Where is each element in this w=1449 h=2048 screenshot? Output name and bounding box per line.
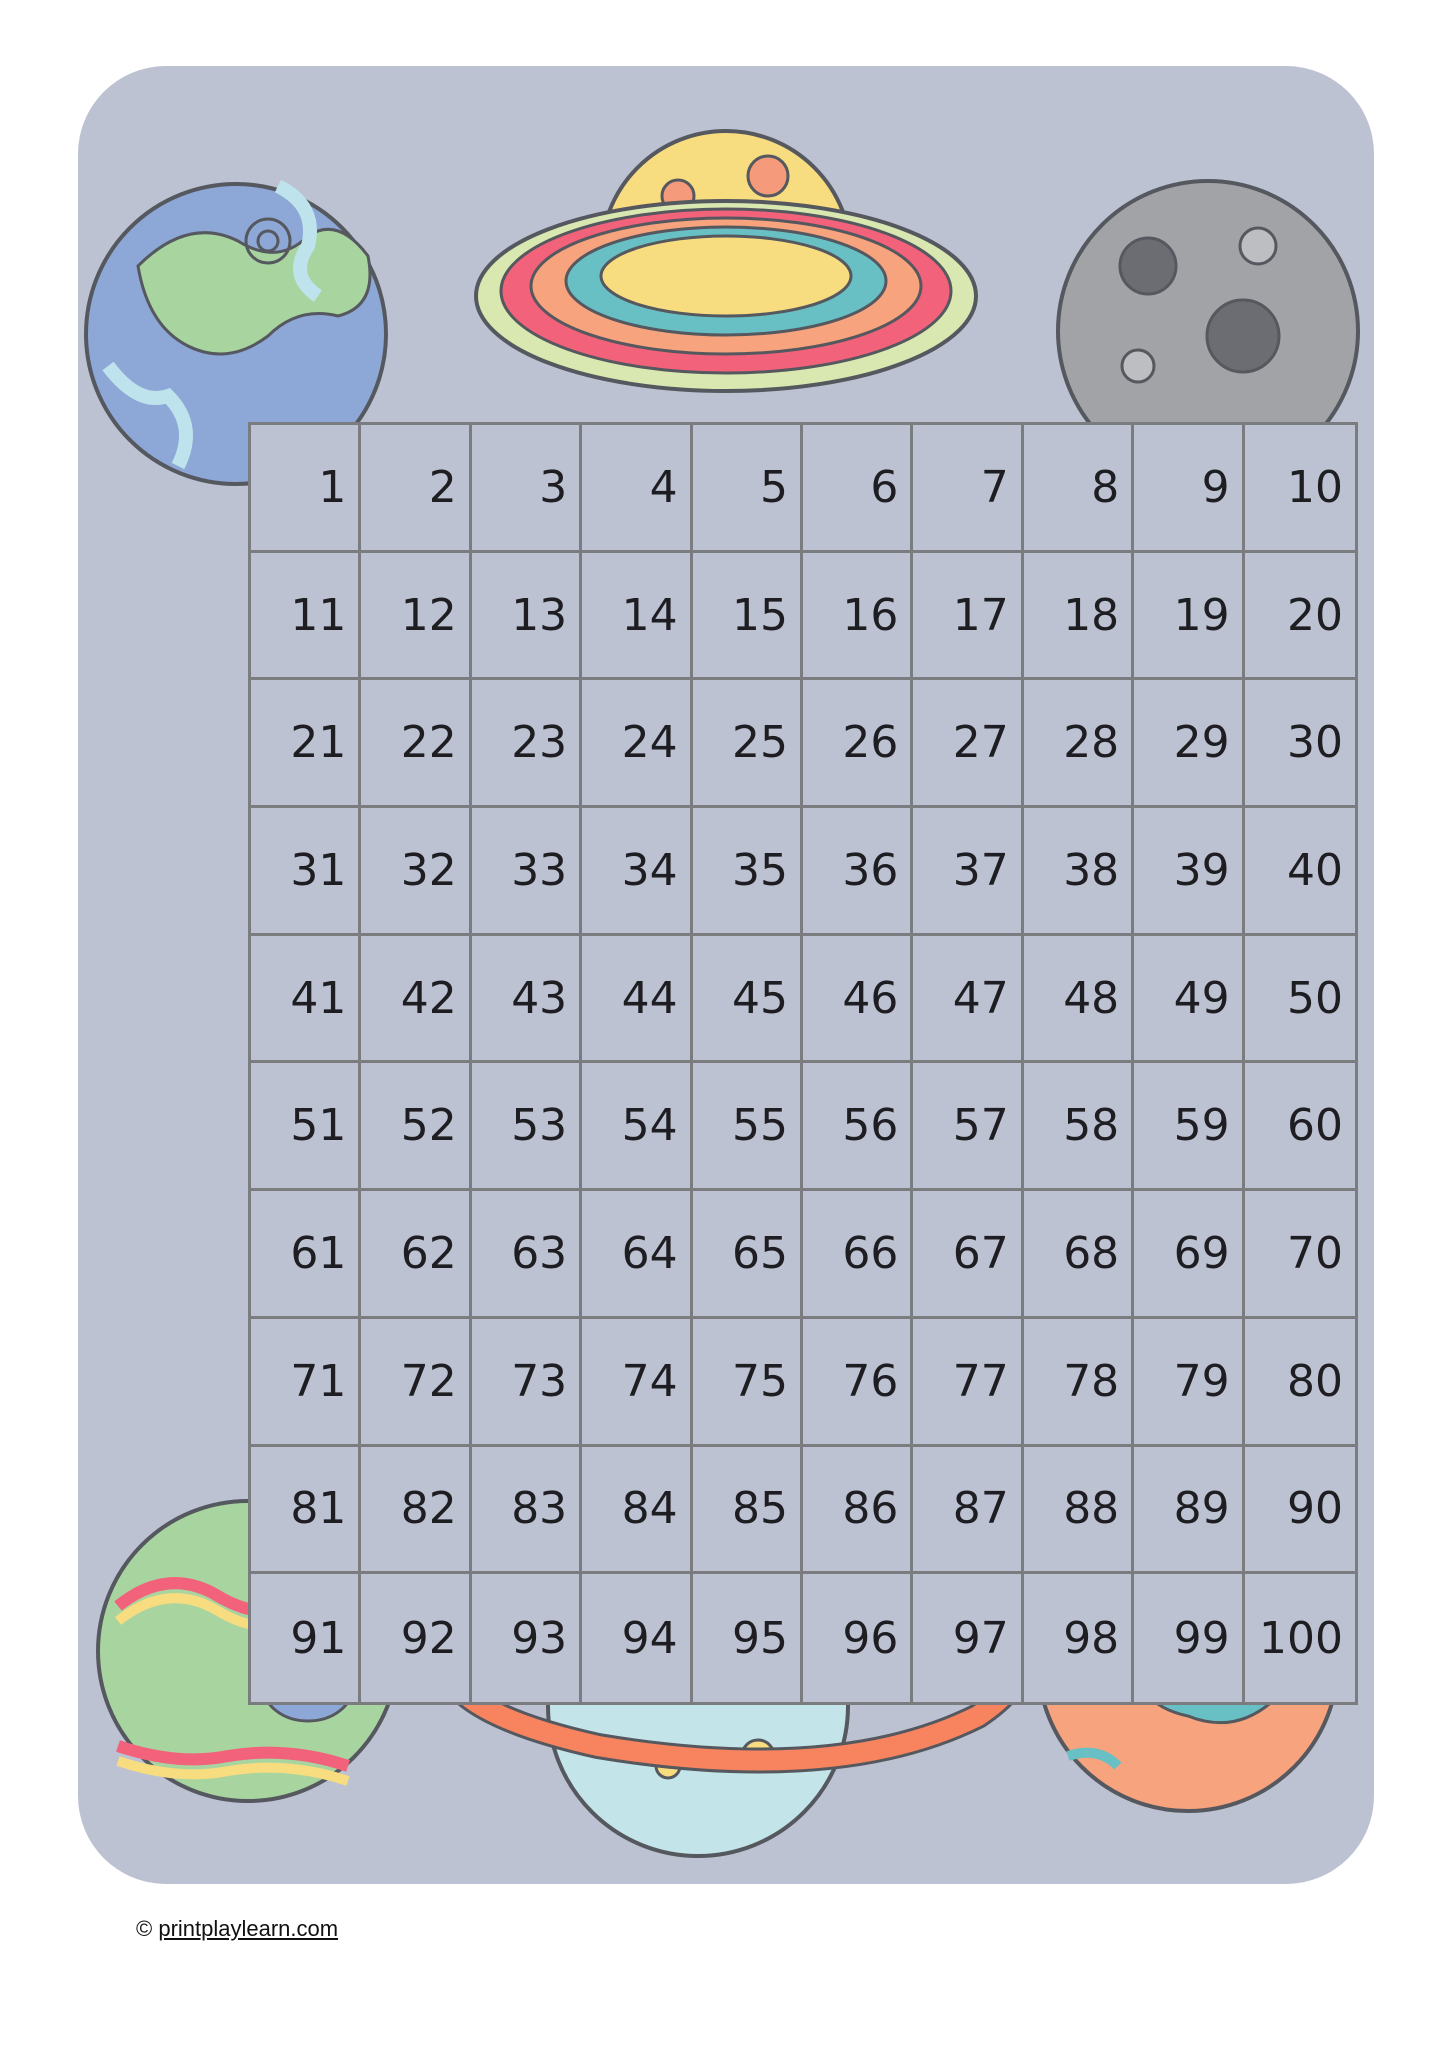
number-cell: 98 [1024, 1574, 1134, 1702]
number-cell: 30 [1245, 680, 1355, 808]
hundred-chart-card [78, 66, 1374, 1884]
footer [136, 1916, 338, 1942]
number-cell: 42 [361, 936, 471, 1064]
number-cell: 16 [803, 553, 913, 681]
number-cell: 62 [361, 1191, 471, 1319]
number-cell: 5 [693, 425, 803, 553]
number-cell: 83 [472, 1447, 582, 1575]
number-cell: 61 [251, 1191, 361, 1319]
number-cell: 33 [472, 808, 582, 936]
number-cell: 25 [693, 680, 803, 808]
number-cell: 100 [1245, 1574, 1355, 1702]
number-cell: 59 [1134, 1063, 1244, 1191]
number-cell: 3 [472, 425, 582, 553]
number-cell: 1 [251, 425, 361, 553]
number-cell: 46 [803, 936, 913, 1064]
number-cell: 2 [361, 425, 471, 553]
number-cell: 95 [693, 1574, 803, 1702]
number-cell: 18 [1024, 553, 1134, 681]
number-cell: 74 [582, 1319, 692, 1447]
number-cell: 8 [1024, 425, 1134, 553]
number-cell: 56 [803, 1063, 913, 1191]
number-cell: 99 [1134, 1574, 1244, 1702]
number-cell: 93 [472, 1574, 582, 1702]
number-cell: 39 [1134, 808, 1244, 936]
number-cell: 57 [913, 1063, 1023, 1191]
number-cell: 23 [472, 680, 582, 808]
number-cell: 49 [1134, 936, 1244, 1064]
number-cell: 17 [913, 553, 1023, 681]
number-cell: 26 [803, 680, 913, 808]
number-cell: 22 [361, 680, 471, 808]
number-cell: 12 [361, 553, 471, 681]
number-cell: 80 [1245, 1319, 1355, 1447]
number-cell: 55 [693, 1063, 803, 1191]
number-cell: 4 [582, 425, 692, 553]
number-cell: 21 [251, 680, 361, 808]
number-cell: 34 [582, 808, 692, 936]
number-cell: 64 [582, 1191, 692, 1319]
number-cell: 76 [803, 1319, 913, 1447]
number-cell: 73 [472, 1319, 582, 1447]
number-cell: 24 [582, 680, 692, 808]
number-cell: 84 [582, 1447, 692, 1575]
number-cell: 60 [1245, 1063, 1355, 1191]
number-cell: 77 [913, 1319, 1023, 1447]
copyright-symbol: © [136, 1916, 153, 1941]
number-cell: 63 [472, 1191, 582, 1319]
number-cell: 14 [582, 553, 692, 681]
number-cell: 66 [803, 1191, 913, 1319]
number-cell: 86 [803, 1447, 913, 1575]
number-cell: 27 [913, 680, 1023, 808]
number-cell: 29 [1134, 680, 1244, 808]
number-cell: 31 [251, 808, 361, 936]
number-cell: 87 [913, 1447, 1023, 1575]
number-cell: 45 [693, 936, 803, 1064]
number-cell: 13 [472, 553, 582, 681]
number-cell: 91 [251, 1574, 361, 1702]
number-cell: 68 [1024, 1191, 1134, 1319]
number-cell: 58 [1024, 1063, 1134, 1191]
number-grid [248, 422, 1358, 1705]
number-cell: 75 [693, 1319, 803, 1447]
number-cell: 54 [582, 1063, 692, 1191]
number-cell: 47 [913, 936, 1023, 1064]
number-cell: 96 [803, 1574, 913, 1702]
number-cell: 82 [361, 1447, 471, 1575]
number-cell: 85 [693, 1447, 803, 1575]
number-cell: 79 [1134, 1319, 1244, 1447]
number-cell: 36 [803, 808, 913, 936]
number-cell: 38 [1024, 808, 1134, 936]
number-cell: 43 [472, 936, 582, 1064]
number-cell: 97 [913, 1574, 1023, 1702]
number-cell: 15 [693, 553, 803, 681]
number-cell: 69 [1134, 1191, 1244, 1319]
number-cell: 37 [913, 808, 1023, 936]
number-cell: 11 [251, 553, 361, 681]
number-cell: 50 [1245, 936, 1355, 1064]
number-cell: 35 [693, 808, 803, 936]
number-cell: 9 [1134, 425, 1244, 553]
number-cell: 41 [251, 936, 361, 1064]
number-cell: 44 [582, 936, 692, 1064]
number-cell: 40 [1245, 808, 1355, 936]
number-cell: 65 [693, 1191, 803, 1319]
number-cell: 48 [1024, 936, 1134, 1064]
number-cell: 32 [361, 808, 471, 936]
ringed-planet-icon [476, 131, 976, 391]
number-cell: 67 [913, 1191, 1023, 1319]
number-cell: 92 [361, 1574, 471, 1702]
number-cell: 7 [913, 425, 1023, 553]
number-cell: 53 [472, 1063, 582, 1191]
number-cell: 81 [251, 1447, 361, 1575]
number-cell: 20 [1245, 553, 1355, 681]
number-cell: 6 [803, 425, 913, 553]
number-cell: 71 [251, 1319, 361, 1447]
number-cell: 90 [1245, 1447, 1355, 1575]
number-cell: 94 [582, 1574, 692, 1702]
number-cell: 89 [1134, 1447, 1244, 1575]
number-cell: 72 [361, 1319, 471, 1447]
number-cell: 78 [1024, 1319, 1134, 1447]
number-cell: 10 [1245, 425, 1355, 553]
number-cell: 28 [1024, 680, 1134, 808]
number-cell: 51 [251, 1063, 361, 1191]
number-cell: 19 [1134, 553, 1244, 681]
site-link[interactable]: printplaylearn.com [158, 1916, 339, 1941]
number-cell: 70 [1245, 1191, 1355, 1319]
number-cell: 88 [1024, 1447, 1134, 1575]
number-cell: 52 [361, 1063, 471, 1191]
